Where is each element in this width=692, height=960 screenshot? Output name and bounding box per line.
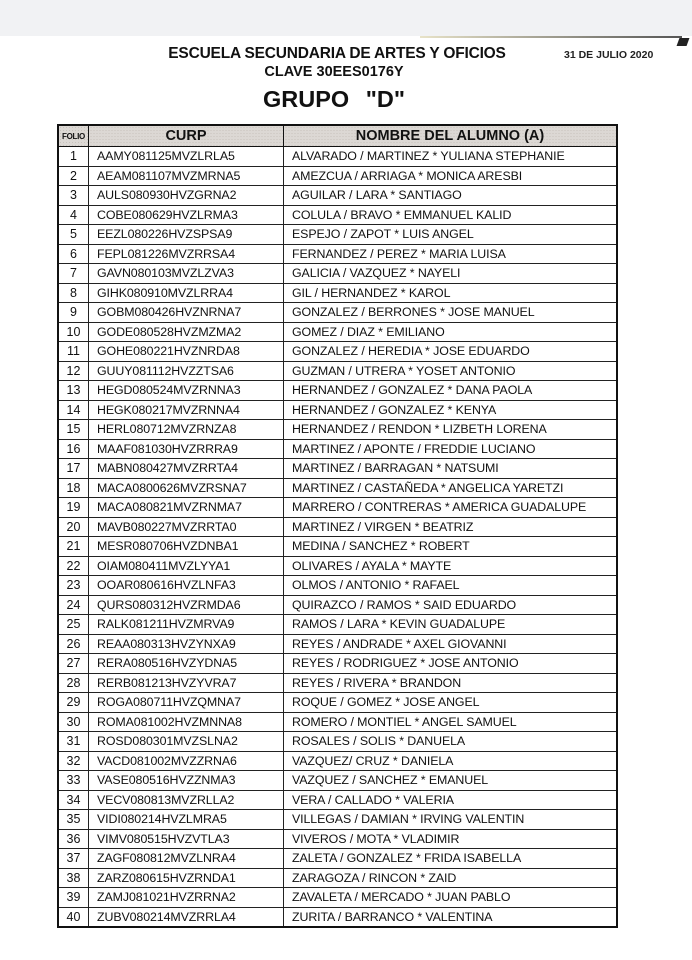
folio-cell: 19 [58, 498, 89, 518]
student-name-cell: OLIVARES / AYALA * MAYTE [284, 556, 618, 576]
student-name-cell: ALVARADO / MARTINEZ * YULIANA STEPHANIE [284, 147, 618, 167]
group-title [0, 86, 692, 113]
curp-cell: RERA080516HVZYDNA5 [89, 654, 284, 674]
student-name-cell: HERNANDEZ / GONZALEZ * DANA PAOLA [284, 381, 618, 401]
table-row [58, 556, 617, 576]
table-row [58, 264, 617, 284]
folio-cell: 7 [58, 264, 89, 284]
curp-cell: AULS080930HVZGRNA2 [89, 186, 284, 206]
student-name-cell: COLULA / BRAVO * EMMANUEL KALID [284, 205, 618, 225]
curp-cell: COBE080629HVZLRMA3 [89, 205, 284, 225]
curp-cell: VASE080516HVZZNMA3 [89, 771, 284, 791]
student-name-cell: HERNANDEZ / GONZALEZ * KENYA [284, 400, 618, 420]
folio-cell: 24 [58, 595, 89, 615]
folio-cell: 14 [58, 400, 89, 420]
folio-cell: 32 [58, 751, 89, 771]
table-row [58, 225, 617, 245]
curp-cell: VACD081002MVZZRNA6 [89, 751, 284, 771]
table-row [58, 186, 617, 206]
table-row [58, 342, 617, 362]
curp-cell: RERB081213HVZYVRA7 [89, 673, 284, 693]
curp-cell: ZARZ080615HVZRNDA1 [89, 868, 284, 888]
school-clave [0, 64, 692, 80]
curp-cell: ROMA081002HVZMNNA8 [89, 712, 284, 732]
student-name-cell: MEDINA / SANCHEZ * ROBERT [284, 537, 618, 557]
curp-cell: ROSD080301MVZSLNA2 [89, 732, 284, 752]
student-name-cell: GONZALEZ / BERRONES * JOSE MANUEL [284, 303, 618, 323]
table-row [58, 712, 617, 732]
school-clave-text: CLAVE 30EES0176Y [264, 64, 404, 80]
folio-cell: 33 [58, 771, 89, 791]
student-name-cell: VERA / CALLADO * VALERIA [284, 790, 618, 810]
table-row [58, 283, 617, 303]
curp-cell: HERL080712MVZRNZA8 [89, 420, 284, 440]
student-name-cell: GIL / HERNANDEZ * KAROL [284, 283, 618, 303]
curp-cell: RALK081211HVZMRVA9 [89, 615, 284, 635]
curp-cell: VIDI080214HVZLMRA5 [89, 810, 284, 830]
table-row [58, 888, 617, 908]
table-body [58, 147, 617, 928]
curp-cell: ZUBV080214MVZRRLA4 [89, 907, 284, 927]
folio-cell: 17 [58, 459, 89, 479]
table-row [58, 829, 617, 849]
curp-cell: ROGA080711HVZQMNA7 [89, 693, 284, 713]
document-date: 31 DE JULIO 2020 [564, 49, 654, 61]
curp-cell: REAA080313HVZYNXA9 [89, 634, 284, 654]
folio-cell: 6 [58, 244, 89, 264]
folio-cell: 11 [58, 342, 89, 362]
student-name-cell: ZAVALETA / MERCADO * JUAN PABLO [284, 888, 618, 908]
curp-cell: ZAGF080812MVZLNRA4 [89, 849, 284, 869]
table-row [58, 498, 617, 518]
curp-cell: EEZL080226HVZSPSA9 [89, 225, 284, 245]
student-name-cell: VILLEGAS / DAMIAN * IRVING VALENTIN [284, 810, 618, 830]
table-row [58, 907, 617, 927]
table-row [58, 517, 617, 537]
folio-cell: 12 [58, 361, 89, 381]
curp-cell: ZAMJ081021HVZRRNA2 [89, 888, 284, 908]
student-name-cell: GUZMAN / UTRERA * YOSET ANTONIO [284, 361, 618, 381]
student-name-cell: REYES / RODRIGUEZ * JOSE ANTONIO [284, 654, 618, 674]
table-row [58, 673, 617, 693]
column-header-name: NOMBRE DEL ALUMNO (A) [284, 125, 618, 147]
curp-cell: GODE080528HVZMZMA2 [89, 322, 284, 342]
table-row [58, 654, 617, 674]
student-name-cell: GALICIA / VAZQUEZ * NAYELI [284, 264, 618, 284]
student-name-cell: AMEZCUA / ARRIAGA * MONICA ARESBI [284, 166, 618, 186]
curp-cell: GOHE080221HVZNRDA8 [89, 342, 284, 362]
folio-cell: 31 [58, 732, 89, 752]
table-row [58, 147, 617, 167]
folio-cell: 30 [58, 712, 89, 732]
folio-cell: 26 [58, 634, 89, 654]
folio-cell: 1 [58, 147, 89, 167]
folio-cell: 21 [58, 537, 89, 557]
table-row [58, 459, 617, 479]
student-name-cell: GONZALEZ / HEREDIA * JOSE EDUARDO [284, 342, 618, 362]
folio-cell: 3 [58, 186, 89, 206]
student-roster-table [57, 124, 618, 928]
folio-cell: 20 [58, 517, 89, 537]
folio-cell: 38 [58, 868, 89, 888]
table-row [58, 205, 617, 225]
table-row [58, 810, 617, 830]
student-name-cell: VAZQUEZ / SANCHEZ * EMANUEL [284, 771, 618, 791]
curp-cell: MAAF081030HVZRRRA9 [89, 439, 284, 459]
folio-cell: 13 [58, 381, 89, 401]
folio-cell: 10 [58, 322, 89, 342]
folio-cell: 8 [58, 283, 89, 303]
student-name-cell: QUIRAZCO / RAMOS * SAID EDUARDO [284, 595, 618, 615]
folio-cell: 23 [58, 576, 89, 596]
table-row [58, 868, 617, 888]
student-name-cell: MARTINEZ / APONTE / FREDDIE LUCIANO [284, 439, 618, 459]
curp-cell: HEGD080524MVZRNNA3 [89, 381, 284, 401]
folio-cell: 39 [58, 888, 89, 908]
student-name-cell: MARTINEZ / VIRGEN * BEATRIZ [284, 517, 618, 537]
table-header-row [58, 125, 617, 147]
student-name-cell: ROQUE / GOMEZ * JOSE ANGEL [284, 693, 618, 713]
curp-cell: MACA0800626MVZRSNA7 [89, 478, 284, 498]
folio-cell: 2 [58, 166, 89, 186]
curp-cell: MAVB080227MVZRRTA0 [89, 517, 284, 537]
curp-cell: MESR080706HVZDNBA1 [89, 537, 284, 557]
curp-cell: GUUY081112HVZZTSA6 [89, 361, 284, 381]
student-name-cell: REYES / ANDRADE * AXEL GIOVANNI [284, 634, 618, 654]
folio-cell: 35 [58, 810, 89, 830]
curp-cell: MACA080821MVZRNMA7 [89, 498, 284, 518]
table-row [58, 361, 617, 381]
table-row [58, 693, 617, 713]
curp-cell: AAMY081125MVZLRLA5 [89, 147, 284, 167]
student-name-cell: MARTINEZ / BARRAGAN * NATSUMI [284, 459, 618, 479]
table-row [58, 732, 617, 752]
student-name-cell: MARRERO / CONTRERAS * AMERICA GUADALUPE [284, 498, 618, 518]
table-row [58, 615, 617, 635]
curp-cell: OOAR080616HVZLNFA3 [89, 576, 284, 596]
student-name-cell: RAMOS / LARA * KEVIN GUADALUPE [284, 615, 618, 635]
column-header-curp: CURP [89, 125, 284, 147]
folio-cell: 37 [58, 849, 89, 869]
student-name-cell: OLMOS / ANTONIO * RAFAEL [284, 576, 618, 596]
curp-cell: OIAM080411MVZLYYA1 [89, 556, 284, 576]
student-name-cell: REYES / RIVERA * BRANDON [284, 673, 618, 693]
curp-cell: HEGK080217MVZRNNA4 [89, 400, 284, 420]
folio-cell: 18 [58, 478, 89, 498]
folio-cell: 22 [58, 556, 89, 576]
table-row [58, 439, 617, 459]
folio-cell: 29 [58, 693, 89, 713]
student-name-cell: ROMERO / MONTIEL * ANGEL SAMUEL [284, 712, 618, 732]
table-row [58, 303, 617, 323]
folio-cell: 4 [58, 205, 89, 225]
student-name-cell: ZURITA / BARRANCO * VALENTINA [284, 907, 618, 927]
table-row [58, 576, 617, 596]
column-header-folio: FOLIO [58, 125, 89, 147]
table-row [58, 400, 617, 420]
folio-cell: 25 [58, 615, 89, 635]
curp-cell: MABN080427MVZRRTA4 [89, 459, 284, 479]
table-row [58, 790, 617, 810]
table-row [58, 537, 617, 557]
table-row [58, 322, 617, 342]
table-row [58, 244, 617, 264]
student-name-cell: AGUILAR / LARA * SANTIAGO [284, 186, 618, 206]
curp-cell: VIMV080515HVZVTLA3 [89, 829, 284, 849]
curp-cell: QURS080312HVZRMDA6 [89, 595, 284, 615]
curp-cell: AEAM081107MVZMRNA5 [89, 166, 284, 186]
table-row [58, 771, 617, 791]
table-row [58, 478, 617, 498]
student-name-cell: HERNANDEZ / RENDON * LIZBETH LORENA [284, 420, 618, 440]
table-row [58, 381, 617, 401]
folio-cell: 28 [58, 673, 89, 693]
folio-cell: 9 [58, 303, 89, 323]
student-name-cell: VAZQUEZ/ CRUZ * DANIELA [284, 751, 618, 771]
folio-cell: 36 [58, 829, 89, 849]
table-row [58, 751, 617, 771]
curp-cell: GOBM080426HVZNRNA7 [89, 303, 284, 323]
curp-cell: FEPL081226MVZRRSA4 [89, 244, 284, 264]
folio-cell: 15 [58, 420, 89, 440]
folio-cell: 34 [58, 790, 89, 810]
student-name-cell: MARTINEZ / CASTAÑEDA * ANGELICA YARETZI [284, 478, 618, 498]
group-title-text: GRUPO "D" [263, 86, 405, 112]
table-row [58, 634, 617, 654]
table-row [58, 166, 617, 186]
table-row [58, 595, 617, 615]
folio-cell: 16 [58, 439, 89, 459]
student-name-cell: FERNANDEZ / PEREZ * MARIA LUISA [284, 244, 618, 264]
student-name-cell: ESPEJO / ZAPOT * LUIS ANGEL [284, 225, 618, 245]
student-name-cell: ZALETA / GONZALEZ * FRIDA ISABELLA [284, 849, 618, 869]
table-row [58, 849, 617, 869]
school-name-text: ESCUELA SECUNDARIA DE ARTES Y OFICIOS [168, 45, 506, 62]
curp-cell: GAVN080103MVZLZVA3 [89, 264, 284, 284]
folio-cell: 5 [58, 225, 89, 245]
curp-cell: VECV080813MVZRLLA2 [89, 790, 284, 810]
curp-cell: GIHK080910MVZLRRA4 [89, 283, 284, 303]
scan-edge-line [420, 36, 682, 38]
folio-cell: 40 [58, 907, 89, 927]
student-name-cell: ROSALES / SOLIS * DANUELA [284, 732, 618, 752]
student-name-cell: GOMEZ / DIAZ * EMILIANO [284, 322, 618, 342]
student-name-cell: ZARAGOZA / RINCON * ZAID [284, 868, 618, 888]
table-row [58, 420, 617, 440]
folio-cell: 27 [58, 654, 89, 674]
student-name-cell: VIVEROS / MOTA * VLADIMIR [284, 829, 618, 849]
